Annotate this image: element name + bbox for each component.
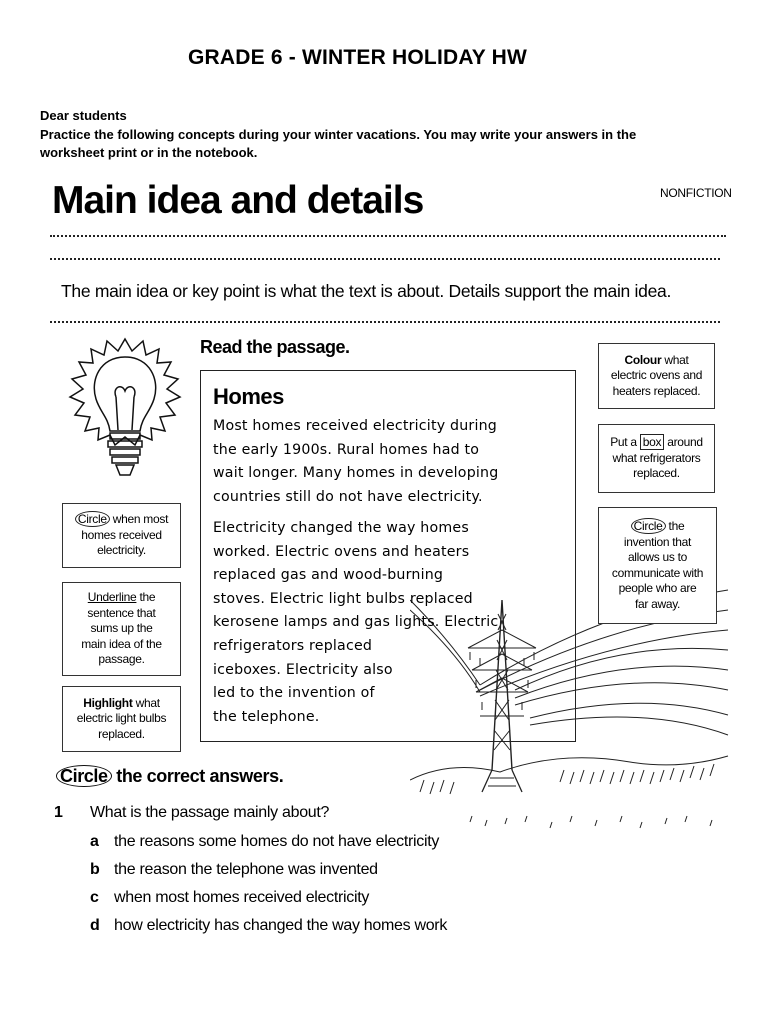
passage-line: wait longer. Many homes in developing — [213, 465, 499, 482]
task-text: what refrigerators — [612, 450, 701, 465]
passage-title: Homes — [213, 384, 284, 409]
task-text: Put a — [610, 435, 640, 450]
option-letter: a — [90, 833, 99, 850]
passage-line: Electricity changed the way homes — [213, 520, 469, 536]
passage-line: iceboxes. Electricity also — [213, 661, 393, 678]
task-text: passage. — [98, 652, 145, 667]
homework-title: GRADE 6 - WINTER HOLIDAY HW — [187, 46, 528, 69]
task-text: sums up the — [90, 621, 153, 636]
answer-option-b[interactable] — [90, 861, 378, 879]
task-text: replaced. — [633, 466, 680, 481]
option-letter: d — [90, 917, 100, 934]
task-text: people who are — [618, 581, 697, 595]
task-text: what — [132, 695, 160, 710]
task-box-circle-invention — [598, 507, 717, 624]
dotted-divider — [50, 258, 720, 260]
instructions-line-2: worksheet print or in the notebook. — [40, 145, 258, 160]
passage-line: led to the invention of — [213, 685, 375, 702]
task-text: far away. — [634, 596, 681, 611]
task-text: electric light bulbs — [76, 711, 167, 726]
task-text: communicate with — [611, 565, 704, 580]
task-text: the — [136, 590, 156, 605]
heading-keyword: Circle — [56, 765, 112, 787]
passage-line: Most homes received electricity during — [213, 418, 497, 434]
passage-line: the early 1900s. Rural homes had to — [213, 441, 480, 458]
intro-text — [40, 107, 740, 163]
answer-option-a[interactable] — [90, 833, 439, 851]
questions-heading — [59, 766, 283, 787]
dotted-divider — [50, 235, 726, 237]
instructions-line-1: Practice the following concepts during your winter vacations. You may write your answers in the — [40, 126, 637, 142]
task-text: sentence that — [87, 605, 156, 620]
task-text: when most — [109, 512, 169, 527]
task-box-colour — [598, 343, 715, 409]
option-text: the reasons some homes do not have electricity — [114, 833, 440, 850]
task-keyword: Circle — [75, 511, 110, 527]
answer-option-c[interactable] — [90, 889, 369, 907]
task-text: replaced. — [98, 726, 145, 741]
task-keyword: box — [640, 434, 664, 450]
read-passage-label: Read the passage. — [200, 337, 350, 357]
passage-line: refrigerators replaced — [213, 637, 373, 654]
option-text: how electricity has changed the way homes work — [114, 917, 448, 934]
task-text: homes received — [81, 527, 162, 542]
task-text: main idea of the — [81, 636, 162, 651]
option-text: the reason the telephone was invented — [114, 861, 378, 878]
task-box-box — [598, 424, 715, 493]
option-letter: c — [90, 889, 99, 906]
task-text: electricity. — [97, 543, 146, 558]
task-text: around — [664, 435, 703, 450]
task-text: electric ovens and — [610, 368, 703, 383]
task-text: the — [665, 519, 685, 533]
answer-option-d[interactable] — [90, 917, 447, 935]
passage-line: stoves. Electric light bulbs replaced — [213, 590, 473, 607]
task-keyword: Highlight — [83, 695, 133, 710]
passage-line: the telephone. — [213, 708, 320, 725]
task-text: invention that — [623, 534, 692, 549]
task-text: allows us to — [627, 550, 688, 564]
passage-line: kerosene lamps and gas lights. Electric — [213, 614, 499, 631]
nonfiction-tag: NONFICTION — [660, 186, 732, 200]
task-keyword: Circle — [631, 518, 666, 534]
task-box-highlight — [62, 686, 181, 752]
greeting: Dear students — [40, 108, 127, 123]
light-bulb-icon — [60, 335, 190, 495]
worksheet-title: Main idea and details — [52, 179, 424, 222]
option-letter: b — [90, 861, 100, 878]
passage-paragraph-2 — [213, 517, 498, 729]
definition-text: The main idea or key point is what the text is about. Details support the main idea. — [61, 281, 672, 301]
task-text: what — [661, 352, 689, 367]
passage-line: worked. Electric ovens and heaters — [213, 543, 470, 560]
task-box-underline — [62, 582, 181, 676]
task-text: heaters replaced. — [612, 383, 701, 398]
dotted-divider — [50, 321, 720, 323]
option-text: when most homes received electricity — [114, 889, 370, 906]
task-box-circle-when — [62, 503, 181, 568]
question-number: 1 — [54, 804, 63, 821]
task-keyword: Colour — [624, 352, 662, 367]
passage-paragraph-1 — [213, 415, 498, 509]
heading-text: the correct answers. — [111, 766, 284, 786]
passage-line: countries still do not have electricity. — [213, 488, 483, 505]
question-text: What is the passage mainly about? — [90, 804, 330, 821]
passage-line: replaced gas and wood-burning — [213, 567, 444, 584]
task-keyword: Underline — [87, 590, 137, 605]
